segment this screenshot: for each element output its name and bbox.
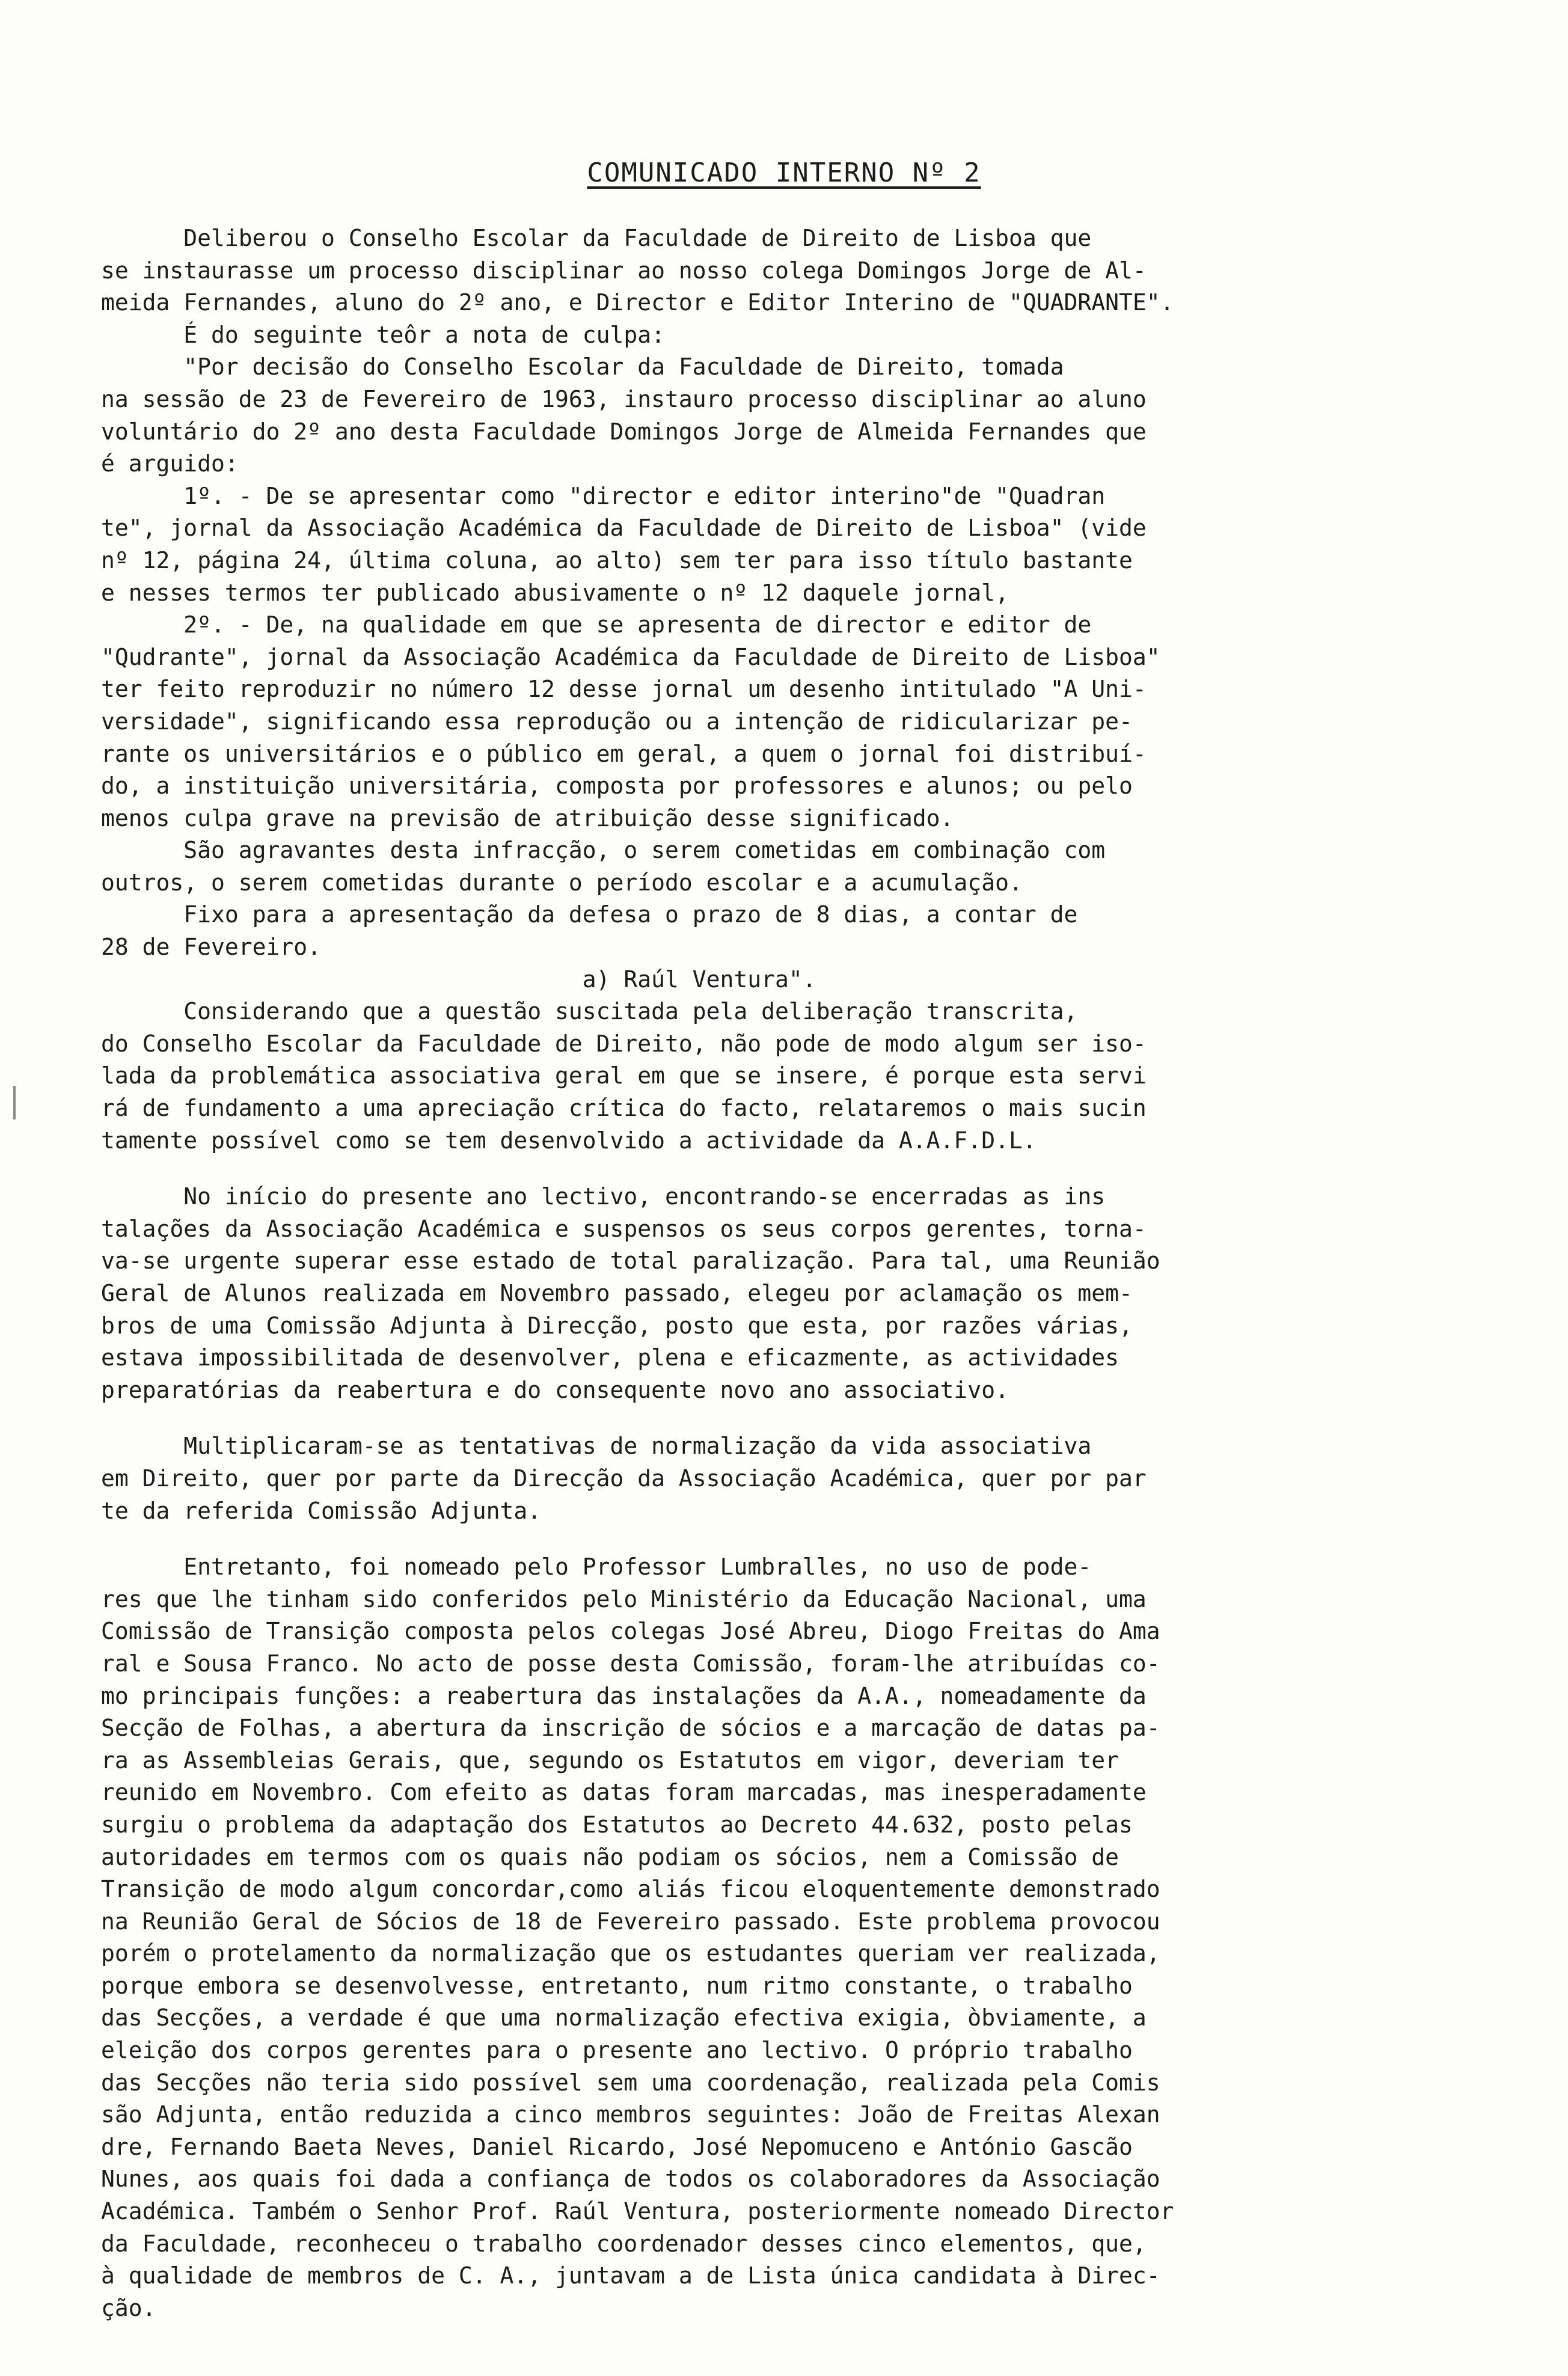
paragraph-gap [101,1527,1532,1551]
text-line: Considerando que a questão suscitada pela deliberação transcrita, [101,998,1078,1025]
text-line: rante os universitários e o público em geral, a quem o jornal foi distribuí- [101,740,1147,767]
text-line: No início do presente ano lectivo, encontrando-se encerradas as ins [101,1183,1106,1210]
text-line: Comissão de Transição composta pelos colegas José Abreu, Diogo Freitas do Ama [101,1618,1160,1645]
text-line: tamente possível como se tem desenvolvido a actividade da A.A.F.D.L. [101,1127,1037,1154]
text-line: te da referida Comissão Adjunta. [101,1497,542,1524]
margin-mark [13,1086,16,1119]
document-body [101,222,1532,2324]
text-line: voluntário do 2º ano desta Faculdade Domingos Jorge de Almeida Fernandes que [101,418,1147,445]
text-line: Académica. Também o Senhor Prof. Raúl Ventura, posteriormente nomeado Director [101,2198,1174,2225]
text-line: res que lhe tinham sido conferidos pelo Ministério da Educação Nacional, uma [101,1585,1147,1612]
text-line: Transição de modo algum concordar,como aliás ficou eloquentemente demonstrado [101,1876,1160,1903]
text-line: preparatórias da reabertura e do consequente novo ano associativo. [101,1376,1009,1403]
text-line: da Faculdade, reconheceu o trabalho coordenador desses cinco elementos, que, [101,2230,1147,2257]
text-line: na sessão de 23 de Fevereiro de 1963, instauro processo disciplinar ao aluno [101,385,1147,412]
text-line: à qualidade de membros de C. A., juntavam a de Lista única candidata à Direc- [101,2262,1160,2289]
text-line: talações da Associação Académica e suspensos os seus corpos gerentes, torna- [101,1215,1147,1242]
text-line: ção. [101,2294,156,2321]
text-line: surgiu o problema da adaptação dos Estatutos ao Decreto 44.632, posto pelas [101,1811,1133,1838]
text-line: rá de fundamento a uma apreciação crítica do facto, relataremos o mais sucin [101,1095,1147,1122]
text-line: ral e Sousa Franco. No acto de posse desta Comissão, foram-lhe atribuídas co- [101,1650,1160,1677]
text-line: ter feito reproduzir no número 12 desse jornal um desenho intitulado "A Uni- [101,676,1147,703]
text-line: "Qudrante", jornal da Associação Académica da Faculdade de Direito de Lisboa" [101,643,1160,670]
document-title [0,158,1568,188]
text-line: Entretanto, foi nomeado pelo Professor Lumbralles, no uso de pode- [101,1554,1092,1581]
text-line: versidade", significando essa reprodução ou a intenção de ridicularizar pe- [101,708,1133,735]
text-line: nº 12, página 24, última coluna, ao alto) sem ter para isso título bastante [101,547,1133,574]
text-line: Deliberou o Conselho Escolar da Faculdade de Direito de Lisboa que [101,225,1092,251]
text-line: Geral de Alunos realizada em Novembro passado, elegeu por aclamação os mem- [101,1280,1133,1306]
text-line: ra as Assembleias Gerais, que, segundo os Estatutos em vigor, deveriam ter [101,1747,1119,1774]
text-line: e nesses termos ter publicado abusivamente o nº 12 daquele jornal, [101,579,1009,606]
text-line: autoridades em termos com os quais não podiam os sócios, nem a Comissão de [101,1843,1119,1870]
text-line: dre, Fernando Baeta Neves, Daniel Ricardo, José Nepomuceno e António Gascão [101,2133,1133,2160]
text-line: mo principais funções: a reabertura das instalações da A.A., nomeadamente da [101,1682,1147,1709]
text-line: porque embora se desenvolvesse, entretanto, num ritmo constante, o trabalho [101,1972,1133,1999]
text-line: lada da problemática associativa geral em que se insere, é porque esta servi [101,1062,1147,1089]
text-line: meida Fernandes, aluno do 2º ano, e Director e Editor Interino de "QUADRANTE". [101,289,1174,316]
text-line: bros de uma Comissão Adjunta à Direcção, posto que esta, por razões várias, [101,1312,1133,1339]
text-line: Fixo para a apresentação da defesa o prazo de 8 dias, a contar de [101,901,1078,928]
text-line: do Conselho Escolar da Faculdade de Direito, não pode de modo algum ser iso- [101,1030,1147,1057]
text-line: 28 de Fevereiro. [101,934,322,961]
text-line: das Secções, a verdade é que uma normalização efectiva exigia, òbviamente, a [101,2004,1147,2032]
paragraph-gap [101,1406,1532,1430]
text-line: 1º. - De se apresentar como "director e editor interino"de "Quadran [101,482,1106,509]
text-line: das Secções não teria sido possível sem uma coordenação, realizada pela Comis [101,2069,1160,2096]
text-line: menos culpa grave na previsão de atribuição desse significado. [101,804,954,831]
text-line: é arguido: [101,450,239,477]
text-line: Secção de Folhas, a abertura da inscrição de sócios e a marcação de datas pa- [101,1715,1160,1742]
text-line: va-se urgente superar esse estado de total paralização. Para tal, uma Reunião [101,1248,1160,1275]
text-line: São agravantes desta infracção, o serem cometidas em combinação com [101,837,1106,864]
text-line: Nunes, aos quais foi dada a confiança de todos os colaboradores da Associação [101,2166,1160,2193]
text-line: te", jornal da Associação Académica da Faculdade de Direito de Lisboa" (vide [101,515,1147,542]
document-title-text: COMUNICADO INTERNO Nº 2 [587,158,981,188]
text-line: estava impossibilitada de desenvolver, plena e eficazmente, as actividades [101,1344,1119,1371]
text-line: "Por decisão do Conselho Escolar da Faculdade de Direito, tomada [101,354,1064,381]
text-line: porém o protelamento da normalização que os estudantes queriam ver realizada, [101,1940,1160,1967]
text-line: na Reunião Geral de Sócios de 18 de Fevereiro passado. Este problema provocou [101,1908,1160,1935]
text-line: eleição dos corpos gerentes para o presente ano lectivo. O próprio trabalho [101,2037,1133,2064]
text-line: outros, o serem cometidas durante o período escolar e a acumulação. [101,869,1023,896]
text-line: se instaurasse um processo disciplinar ao nosso colega Domingos Jorge de Al- [101,257,1147,284]
text-line: 2º. - De, na qualidade em que se apresenta de director e editor de [101,611,1092,638]
text-line: reunido em Novembro. Com efeito as datas foram marcadas, mas inesperadamente [101,1779,1147,1806]
paragraph-gap [101,1157,1532,1181]
text-line: Multiplicaram-se as tentativas de normalização da vida associativa [101,1433,1092,1460]
text-line: a) Raúl Ventura". [101,966,816,993]
text-line: em Direito, quer por parte da Direcção da Associação Académica, quer por par [101,1465,1147,1492]
text-line: É do seguinte teôr a nota de culpa: [101,321,666,348]
text-line: são Adjunta, então reduzida a cinco membros seguintes: João de Freitas Alexan [101,2101,1160,2128]
text-line: do, a instituição universitária, composta por professores e alunos; ou pelo [101,773,1133,800]
